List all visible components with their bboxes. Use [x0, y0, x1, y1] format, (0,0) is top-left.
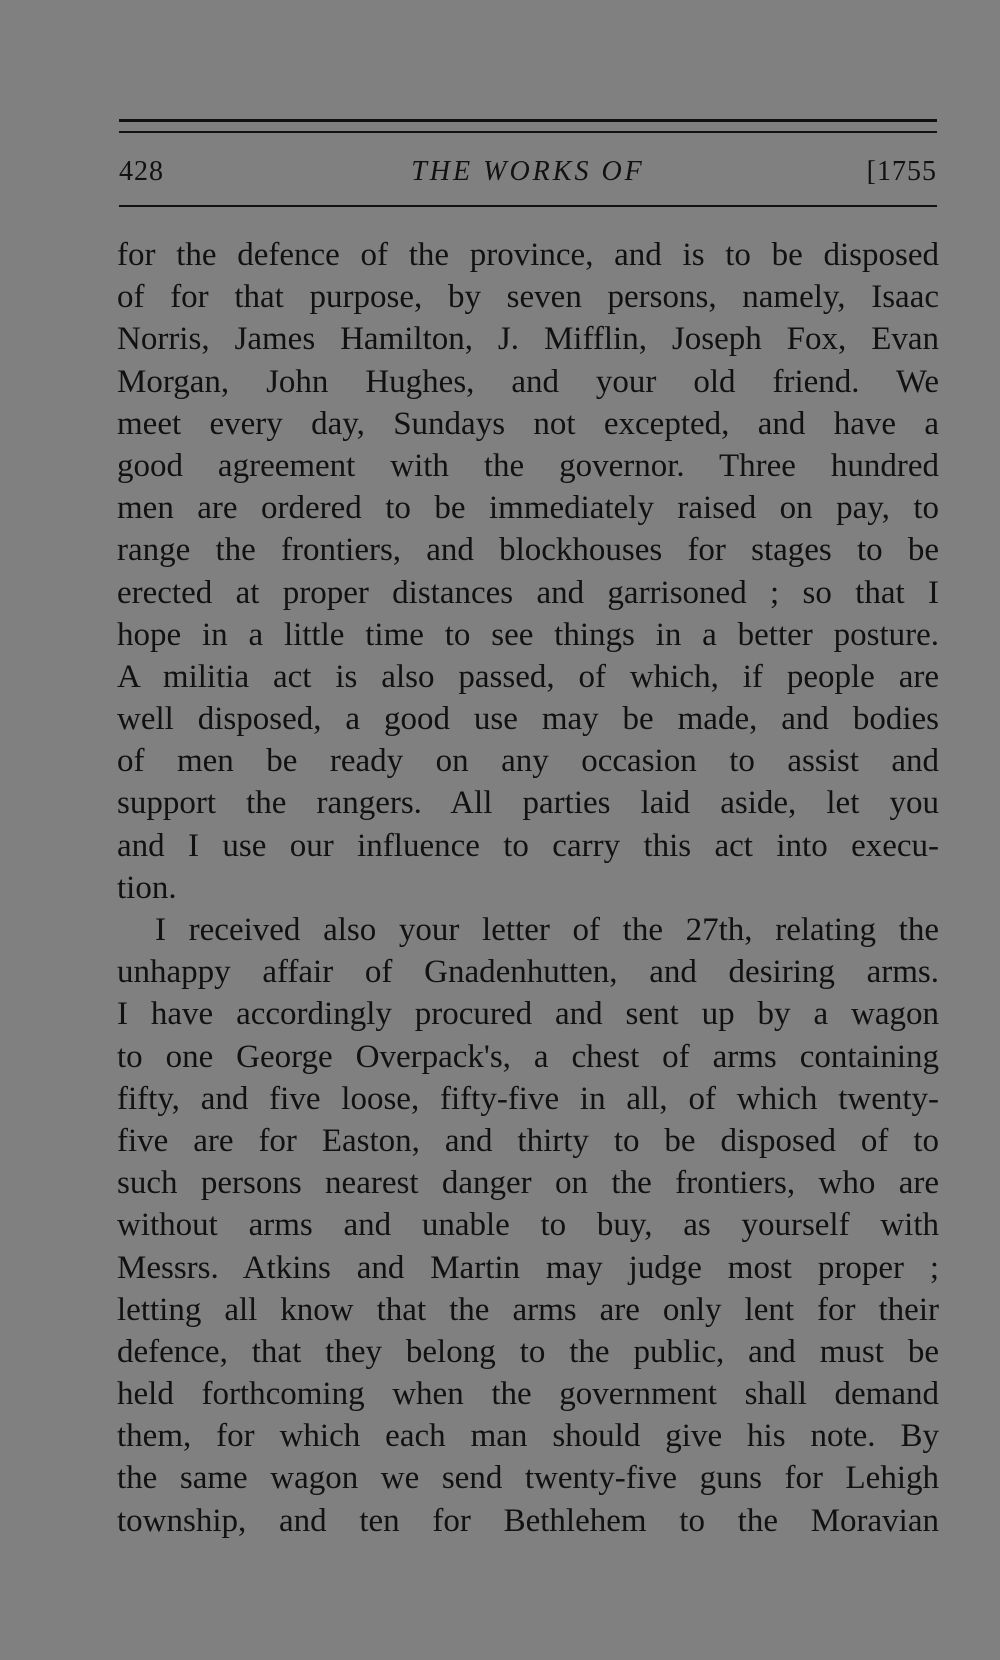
- text-line: I received also your letter of the 27th, relating the: [155, 912, 939, 948]
- text-line: letting all know that the arms are only lent for their: [117, 1291, 939, 1328]
- text-line: hope in a little time to see things in a better posture.: [117, 616, 939, 653]
- running-title: THE WORKS OF: [411, 156, 645, 187]
- text-line: township, and ten for Bethlehem to the Moravian: [117, 1502, 939, 1539]
- text-line: Messrs. Atkins and Martin may judge most proper ;: [117, 1249, 939, 1286]
- text-line: for the defence of the province, and is to be disposed: [117, 237, 939, 273]
- text-line: meet every day, Sundays not excepted, and have a: [117, 405, 939, 442]
- text-line: of for that purpose, by seven persons, namely, Isaac: [117, 279, 939, 316]
- text-line: five are for Easton, and thirty to be disposed of to: [117, 1122, 939, 1159]
- text-line: good agreement with the governor. Three hundred: [117, 447, 939, 484]
- year-mark: [1755: [866, 156, 937, 187]
- text-line: without arms and unable to buy, as yourself with: [117, 1207, 939, 1244]
- text-line: tion.: [117, 869, 177, 906]
- text-line: Norris, James Hamilton, J. Mifflin, Joseph Fox, Evan: [117, 321, 939, 358]
- text-line: A militia act is also passed, of which, if people are: [117, 658, 939, 695]
- text-line: of men be ready on any occasion to assist and: [117, 743, 939, 780]
- text-line: men are ordered to be immediately raised on pay, to: [117, 490, 939, 527]
- text-line: well disposed, a good use may be made, and bodies: [117, 701, 939, 738]
- text-line: and I use our influence to carry this act into execu-: [117, 827, 939, 864]
- text-line: erected at proper distances and garrisoned ; so that I: [117, 574, 939, 611]
- text-line: Morgan, John Hughes, and your old friend. We: [117, 363, 939, 400]
- text-line: support the rangers. All parties laid aside, let you: [117, 785, 939, 822]
- header-second-rule: [119, 131, 937, 133]
- text-line: held forthcoming when the government shall demand: [117, 1376, 939, 1413]
- body-text: [117, 234, 939, 1542]
- text-line: fifty, and five loose, fifty-five in all, of which twenty-: [117, 1080, 939, 1117]
- page-number: 428: [119, 156, 164, 187]
- text-line: such persons nearest danger on the frontiers, who are: [117, 1165, 939, 1202]
- text-line: to one George Overpack's, a chest of arms containing: [117, 1038, 939, 1075]
- text-line: the same wagon we send twenty-five guns for Lehigh: [117, 1460, 939, 1497]
- text-line: them, for which each man should give his note. By: [117, 1418, 939, 1455]
- text-line: defence, that they belong to the public, and must be: [117, 1333, 939, 1370]
- header-bottom-rule: [119, 205, 937, 207]
- text-line: I have accordingly procured and sent up by a wagon: [117, 996, 939, 1033]
- text-line: range the frontiers, and blockhouses for stages to be: [117, 532, 939, 569]
- header-top-rule: [119, 119, 937, 122]
- text-line: unhappy affair of Gnadenhutten, and desiring arms.: [117, 954, 939, 991]
- running-head: [119, 150, 937, 194]
